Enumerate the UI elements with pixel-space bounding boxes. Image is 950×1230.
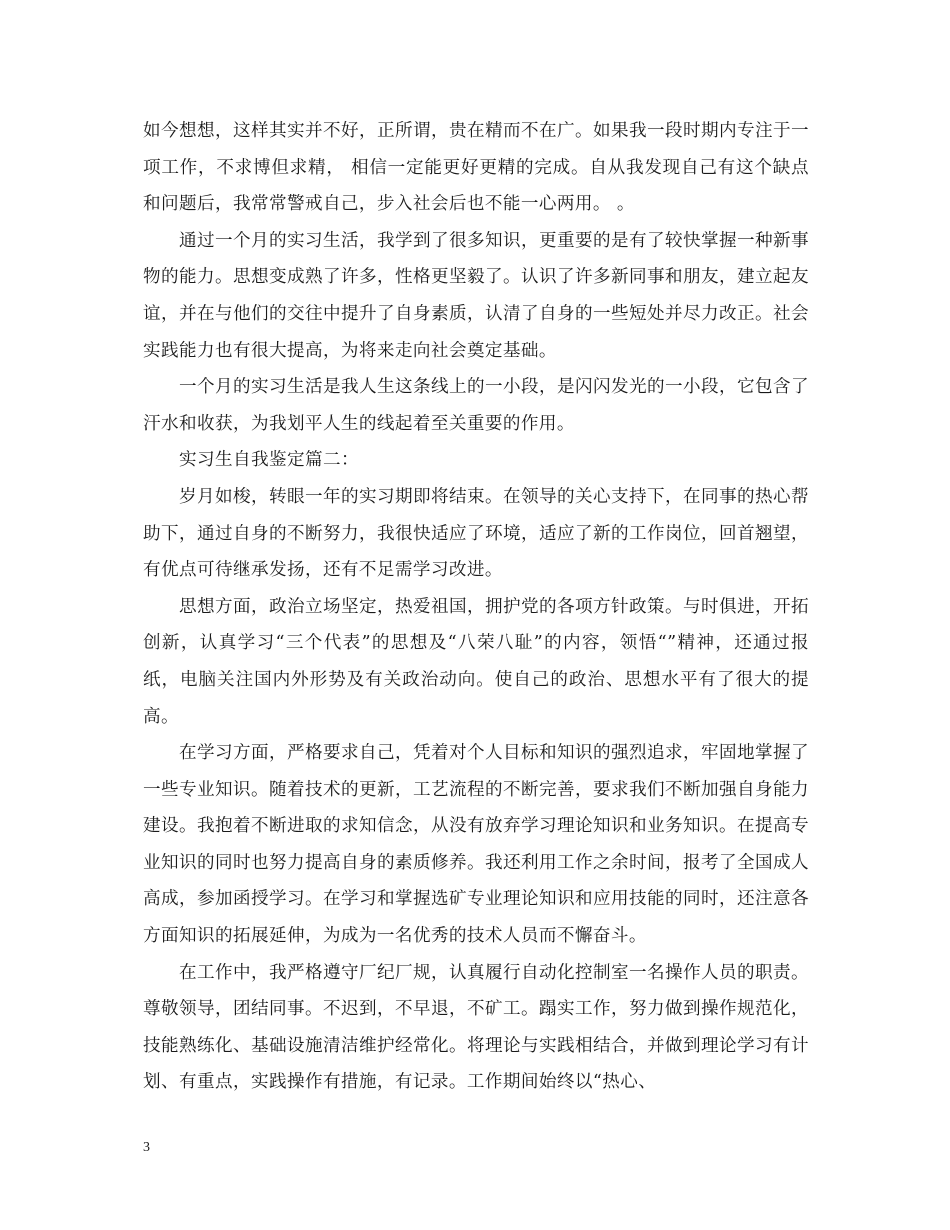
page-number: 3 — [143, 1140, 150, 1155]
paragraph-5: 思想方面，政治立场坚定，热爱祖国，拥护党的各项方针政策。与时俱进，开拓创新，认真学习“三个代表”的思想及“八荣八耻”的内容，领悟“”精神，还通过报纸，电脑关注国内外形势及有关政治动向。使自己的政治、思想水平有了很大的提高。 — [143, 596, 809, 727]
section-heading: 实习生自我鉴定篇二： — [179, 450, 359, 471]
paragraph-3: 一个月的实习生活是我人生这条线上的一小段，是闪闪发光的一小段，它包含了汗水和收获，为我划平人生的线起着至关重要的作用。 — [143, 377, 809, 434]
paragraph-2: 通过一个月的实习生活，我学到了很多知识，更重要的是有了较快掌握一种新事物的能力。思想变成熟了许多，性格更坚毅了。认识了许多新同事和朋友，建立起友谊，并在与他们的交往中提升了自身素质，认清了自身的一些短处并尽力改正。社会实践能力也有很大提高，为将来走向社会奠定基础。 — [143, 230, 809, 361]
document-body — [143, 113, 809, 1101]
paragraph-1: 如今想想，这样其实并不好，正所谓，贵在精而不在广。如果我一段时期内专注于一项工作，不求博但求精， 相信一定能更好更精的完成。自从我发现自己有这个缺点和问题后，我常常警戒自己，步入社会后也不能一心两用。 。 — [143, 121, 809, 215]
paragraph-6: 在学习方面，严格要求自己，凭着对个人目标和知识的强烈追求，牢固地掌握了一些专业知识。随着技术的更新，工艺流程的不断完善，要求我们不断加强自身能力建设。我抱着不断进取的求知信念，从没有放弃学习理论知识和业务知识。在提高专业知识的同时也努力提高自身的素质修养。我还利用工作之余时间，报考了全国成人高成，参加函授学习。在学习和掌握选矿专业理论知识和应用技能的同时，还注意各方面知识的拓展延伸，为成为一名优秀的技术人员而不懈奋斗。 — [143, 743, 809, 947]
paragraph-7: 在工作中，我严格遵守厂纪厂规，认真履行自动化控制室一名操作人员的职责。尊敬领导，团结同事。不迟到，不早退，不矿工。蹋实工作，努力做到操作规范化，技能熟练化、基础设施清洁维护经常化。将理论与实践相结合，并做到理论学习有计划、有重点，实践操作有措施，有记录。工作期间始终以“热心、 — [143, 962, 809, 1093]
paragraph-4: 岁月如梭，转眼一年的实习期即将结束。在领导的关心支持下，在同事的热心帮助下，通过自身的不断努力，我很快适应了环境，适应了新的工作岗位，回首翘望，有优点可待继承发扬，还有不足需学习改进。 — [143, 486, 809, 581]
